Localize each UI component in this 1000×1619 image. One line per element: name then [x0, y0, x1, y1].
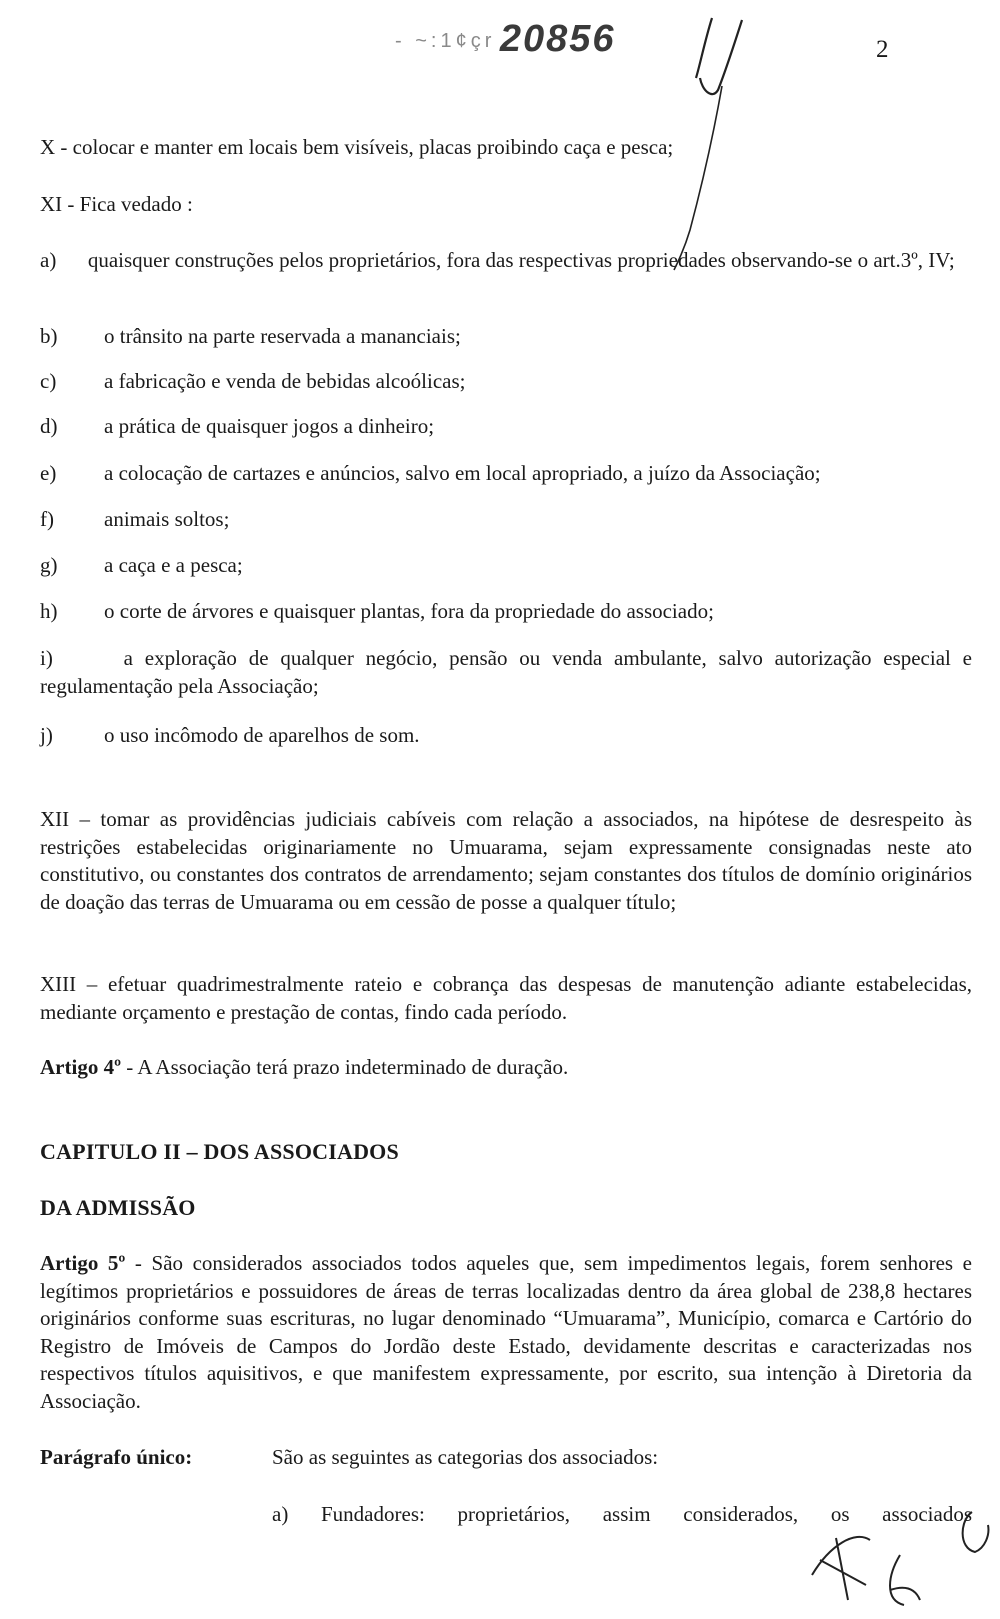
initial-stroke-1 — [696, 18, 712, 78]
paragrafo-label: Parágrafo único: — [40, 1445, 193, 1469]
clause-xii: XII – tomar as providências judiciais cabíveis com relação a associados, na hipótese de desrespeito às restrições estabelecidas originariamente no Umuarama, sejam expressamente consignadas neste ato constitutivo, ou constantes dos contratos de arrendamento; sejam constantes dos títulos de domínio originários de doação das terras de Umuarama ou em cessão de posse a qualquer título; — [40, 807, 972, 914]
artigo-5-label: Artigo 5º — [40, 1251, 126, 1275]
list-item-letter: d) — [40, 414, 58, 438]
list-item-letter: i) — [40, 646, 53, 670]
list-item-letter: f) — [40, 507, 54, 531]
clause-xi: XI - Fica vedado : — [40, 192, 193, 216]
list-item-text: a fabricação e venda de bebidas alcoólicas; — [104, 369, 466, 393]
list-item-text: a prática de quaisquer jogos a dinheiro; — [104, 414, 435, 438]
artigo-5 — [40, 1250, 972, 1415]
list-item-text: o corte de árvores e quaisquer plantas, fora da propriedade do associado; — [104, 599, 714, 623]
list-item-letter: e) — [40, 461, 57, 485]
list-item-letter: a) — [40, 248, 57, 272]
list-item-text: animais soltos; — [104, 507, 230, 531]
list-item-text: o uso incômodo de aparelhos de som. — [104, 723, 420, 747]
paragrafo-text: São as seguintes as categorias dos associados: — [272, 1445, 659, 1469]
stamp-number: 20856 — [499, 18, 616, 60]
list-item-text: a exploração de qualquer negócio, pensão ou venda ambulante, salvo autorização especial e regulamentação pela Associação; — [40, 646, 972, 698]
signature-2 — [890, 1555, 920, 1605]
list-item-letter: h) — [40, 599, 58, 623]
protocol-stamp — [395, 18, 615, 61]
list-item-text: o trânsito na parte reservada a mananciais; — [104, 324, 461, 348]
list-item-letter: b) — [40, 324, 58, 348]
signature-1 — [812, 1537, 870, 1600]
artigo-4-label: Artigo 4º — [40, 1055, 121, 1079]
chapter-heading: CAPITULO II – DOS ASSOCIADOS — [40, 1139, 399, 1164]
section-heading: DA ADMISSÃO — [40, 1195, 196, 1220]
initial-stroke-2 — [700, 20, 742, 94]
list-item-letter: j) — [40, 723, 53, 747]
page-number: 2 — [876, 36, 889, 63]
stamp-prefix: - ~:1¢çr — [395, 30, 496, 52]
margin-line — [674, 86, 722, 270]
fundadores-item: a) Fundadores: proprietários, assim considerados, os associados — [272, 1502, 972, 1526]
artigo-4-text: - A Associação terá prazo indeterminado de duração. — [121, 1055, 569, 1079]
list-item-letter: c) — [40, 369, 57, 393]
list-item-a — [40, 247, 972, 275]
list-item-text: a caça e a pesca; — [104, 553, 243, 577]
list-item-text: a colocação de cartazes e anúncios, salvo em local apropriado, a juízo da Associação; — [104, 461, 821, 485]
clause-xiii: XIII – efetuar quadrimestralmente rateio e cobrança das despesas de manutenção adiante estabelecidas, mediante orçamento e prestação de contas, findo cada período. — [40, 972, 972, 1024]
list-item-text: quaisquer construções pelos proprietários, fora das respectivas propriedades observando-se o art.3º, IV; — [87, 248, 955, 272]
artigo-5-text: - São considerados associados todos aqueles que, sem impedimentos legais, forem senhores e legítimos proprietários e possuidores de áreas de terras localizadas dentro da área global de 238,8 hectares originários conforme suas escrituras, no lugar denominado “Umuarama”, Município, comarca e Cartório do Registro de Imóveis de Campos do Jordão deste Estado, devidamente descritas e caracterizadas nos respectivos títulos aquisitivos, e que manifestem expressamente, por escrito, sua intenção à Diretoria da Associação. — [40, 1251, 972, 1413]
list-item-i — [40, 645, 972, 700]
artigo-4 — [40, 1053, 972, 1081]
list-item-letter: g) — [40, 553, 58, 577]
clause-x: X - colocar e manter em locais bem visíveis, placas proibindo caça e pesca; — [40, 135, 674, 159]
